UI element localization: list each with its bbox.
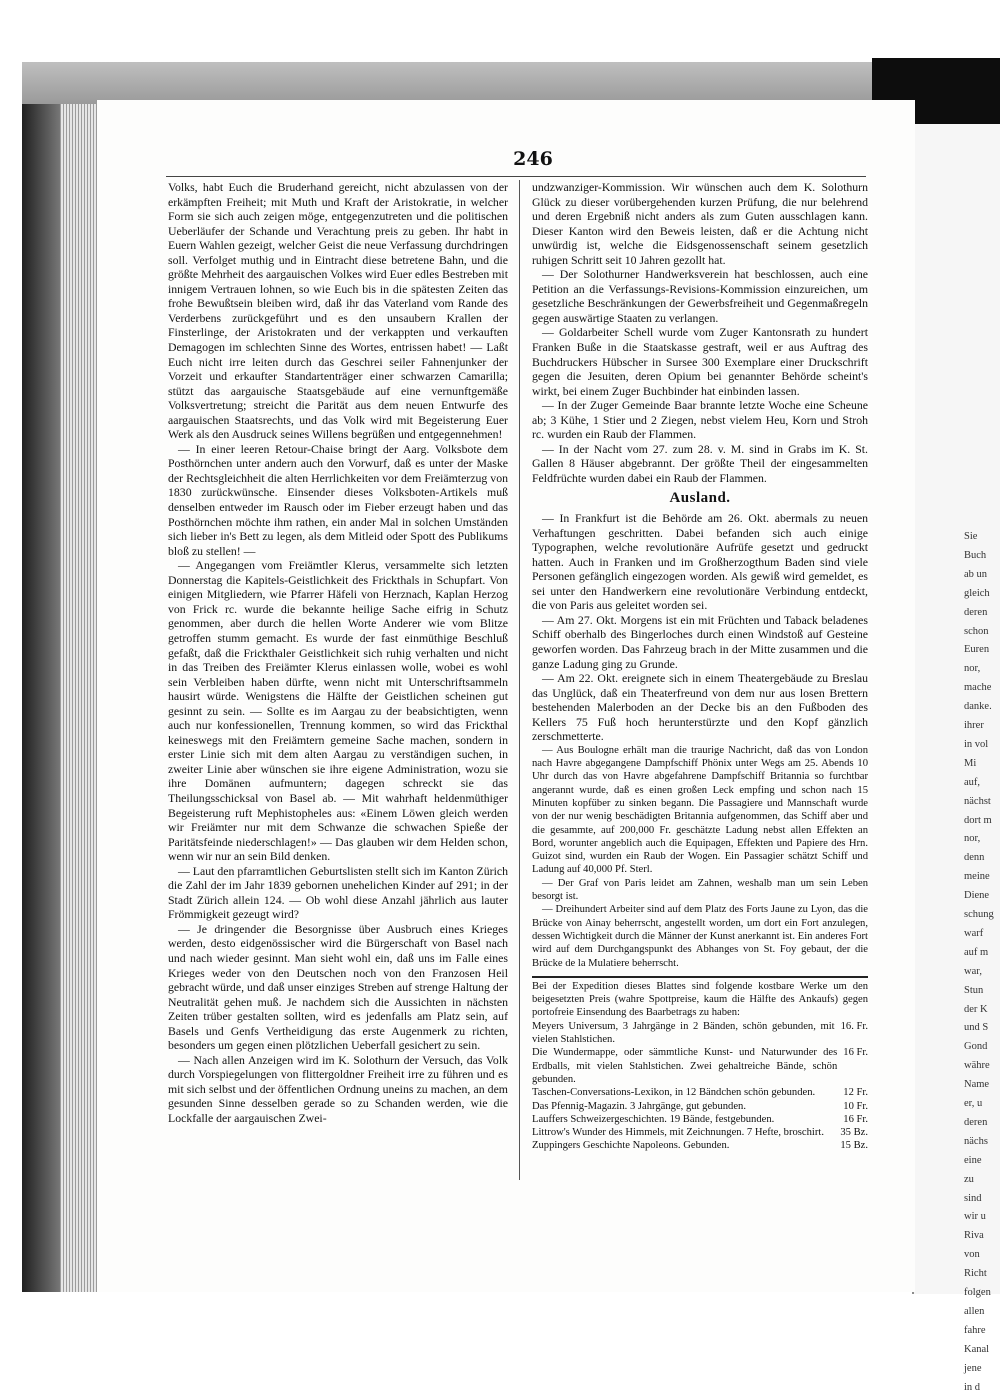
book-item [532, 1086, 868, 1099]
facing-page-fragment: ab un [964, 566, 987, 585]
small-print-paragraph: — Dreihundert Arbeiter sind auf dem Platz des Forts Jaune zu Lyon, das die Brücke von Ainay beherrscht, angestellt worden, um dort ein Fort anzulegen, dessen Wichtigkeit durch die Männer der Kunst anerkannt ist. Ein anderes Fort wird auf dem Durchgangspunkt des Abhanges von St. Foy gebaut, der die Brücke de la Mulatiere beherrscht. [532, 903, 868, 969]
book-title: Littrow's Wunder des Himmels, mit Zeichnungen. 7 Hefte, broschirt. [532, 1126, 840, 1139]
book-price: 12 Fr. [843, 1086, 868, 1099]
book-title: Meyers Universum, 3 Jahrgänge in 2 Bänden, schön gebunden, mit vielen Stahlstichen. [532, 1020, 841, 1047]
small-print-paragraph: — Der Graf von Paris leidet am Zahnen, weshalb man um sein Leben besorgt ist. [532, 877, 868, 904]
facing-page-fragment: Kanal [964, 1341, 989, 1360]
facing-page-fragment: währe [964, 1057, 990, 1076]
right-column [532, 180, 868, 1180]
article-paragraph: — In der Zuger Gemeinde Baar brannte letzte Woche eine Scheune ab; 3 Kühe, 1 Stier und 2 Ziegen, nebst vielem Heu, Korn und Stroh rc. wurden ein Raub der Flammen. [532, 398, 868, 442]
book-item [532, 1139, 868, 1152]
book-price: 10 Fr. [843, 1100, 868, 1113]
article-paragraph: — Laut den pfarramtlichen Geburtslisten stellt sich im Kanton Zürich die Zahl der im Jahr 1839 gebornen unehelichen Kinder auf 291; in der Stadt Zürich allein 124. — Ob wohl diese Anzahl jährlich aus lauter Frömmigkeit gezeugt wird? [168, 864, 508, 922]
facing-page-fragment: Riva [964, 1227, 984, 1246]
facing-page-fragment: sind [964, 1190, 982, 1209]
book-price: 16. Fr. [841, 1020, 868, 1047]
book-title: Zuppingers Geschichte Napoleons. Gebunden. [532, 1139, 840, 1152]
facing-page-fragment: Sie [964, 528, 977, 547]
book-title: Das Pfennig-Magazin. 3 Jahrgänge, gut gebunden. [532, 1100, 843, 1113]
article-paragraph: — Je dringender die Besorgnisse über Ausbruch eines Krieges werden, desto eidgenössischer wird die Bürgerschaft von Basel nach und nach wieder gesinnt. Man sieht wohl ein, daß uns im Falle eines Krieges weder von den Deutschen noch von den Franzosen Heil gebracht würde, und daß unser einziges Streben auf strenge Haltung der Neutralität gehen muß. Je nachdem sich die Aussichten in nächsten Zeiten trüber gestalten sollten, wird es jedenfalls am Platz sein, auf Basels und Genfs Vertheidigung das erste Augenmerk zu richten, besonders um gegen einen plötzlichen Ueberfall gesichert zu sein. [168, 922, 508, 1053]
facing-page-fragment: Name [964, 1076, 989, 1095]
facing-page-fragment: deren [964, 1114, 987, 1133]
facing-page-fragment: schon [964, 623, 989, 642]
facing-page-fragment: Euren [964, 641, 989, 660]
book-item [532, 1113, 868, 1126]
book-title: Taschen-Conversations-Lexikon, in 12 Bändchen schön gebunden. [532, 1086, 843, 1099]
article-paragraph: — Der Solothurner Handwerksverein hat beschlossen, auch eine Petition an die Verfassungs-Revisions-Kommission einzureichen, um gesetzliche Beschränkungen der Gewerbsfreiheit und Gegenmaßregeln gegen auswärtige Staaten zu verlangen. [532, 267, 868, 325]
facing-page-fragment: eine [964, 1152, 982, 1171]
facing-page-fragment: nächs [964, 1133, 988, 1152]
book-title: Die Wundermappe, oder sämmtliche Kunst- und Naturwunder des Erdballs, mit vielen Stahlstichen. Zwei gehaltreiche Bände, schön gebunden. [532, 1046, 843, 1086]
facing-page-fragment: ihrer [964, 717, 984, 736]
facing-page-fragment: fahre [964, 1322, 986, 1341]
book-price: 35 Bz. [840, 1126, 868, 1139]
left-column [168, 180, 508, 1180]
book-item [532, 1020, 868, 1047]
facing-page-fragment: folgen [964, 1284, 991, 1303]
facing-page-fragment: denn [964, 849, 984, 868]
article-paragraph: undzwanziger-Kommission. Wir wünschen auch dem K. Solothurn Glück zu dieser vorübergehenden kurzen Prüfung, die nur belehrend und deren Ergebniß nicht anders als zum Guten ausschlagen kann. Dieser Kanton wird den Beweis leisten, daß er die Achtung nicht unwürdig ist, welche die Eidsgenossenschaft seinem gesetzlich ruhigen Schritt seit 10 Jahren gezollt hat. [532, 180, 868, 267]
page-stack-edges [60, 104, 100, 1292]
facing-page-fragment: dort m [964, 812, 992, 831]
facing-page-fragment: war, [964, 963, 982, 982]
article-paragraph: — Goldarbeiter Schell wurde vom Zuger Kantonsrath zu hundert Franken Buße in die Staatskasse gestraft, weil er aus Auftrag des Buchdruckers Hübscher in Sursee 300 Exemplare einer Druckschrift gegen die Jesuiten, deren Opium bei genannter Behörde scheint's wirkt, bei einem Zuger Buchbinder hat einbinden lassen. [532, 325, 868, 398]
facing-page-fragment: jene [964, 1360, 982, 1379]
facing-page-fragment: von [964, 1246, 980, 1265]
small-print-paragraph: — Aus Boulogne erhält man die traurige Nachricht, daß das von London nach Havre abgegangene Dampfschiff Phönix unter Wegs am 25. Abends 10 Uhr durch das von Havre abgefahrene Dampfschiff Britannia so furchtbar angerannt wurde, daß es einen großen Leck empfing und schon nach 15 Minuten kopfüber zu sinken begann. Die Passagiere und Mannschaft wurde von der nur wenig beschädigten Britannia aufgenommen, das Schiff aber und die gesammte, auf 200,000 Fr. geschätzte Ladung nebst allen Effekten an Bord, worunter angeblich auch die Equipagen, Effekten und Papiere des Hrn. Guizot sind, wurden ein Raub der Wogen. Ein Passagier schätzt Schiff und Ladung auf 40,000 Pf. Sterl. [532, 744, 868, 877]
facing-page-fragment: der K [964, 1001, 988, 1020]
header-rule [166, 176, 866, 177]
facing-page-fragment: Gond [964, 1038, 987, 1057]
facing-page-fragment: auf m [964, 944, 988, 963]
facing-page-fragment: mache [964, 679, 991, 698]
facing-page-fragment: Richt [964, 1265, 987, 1284]
facing-page-fragment: nächst [964, 793, 991, 812]
facing-page-fragment: in d [964, 1379, 980, 1397]
article-paragraph: — In einer leeren Retour-Chaise bringt der Aarg. Volksbote dem Posthörnchen unter andern auch den Vorwurf, daß es unter der Maske der Rechtsgleichheit die alten Herrlichkeiten vor dem Freiämterzug von 1830 zurückwünsche. Einsender dieses Volksboten-Artikels muß denselben entweder im Rausch oder im Fieber erzeugt haben und das Posthörnchen möchte ihm rathen, ein ander Mal in solchen Umständen sich lieber in's Bett zu legen, als dem Mitleid oder Spott des Publikums bloß zu stellen! — [168, 442, 508, 558]
facing-page-fragment: Diene [964, 887, 989, 906]
book-price: 16 Fr. [843, 1113, 868, 1126]
book-item [532, 1046, 868, 1086]
book-item [532, 1126, 868, 1139]
book-price: 16 Fr. [843, 1046, 868, 1086]
facing-page-fragment: schung [964, 906, 994, 925]
facing-page-fragment: und S [964, 1019, 988, 1038]
column-divider [519, 180, 520, 1180]
facing-page-fragment: deren [964, 604, 987, 623]
facing-page-fragment: wir u [964, 1208, 986, 1227]
facing-page-fragment: allen [964, 1303, 984, 1322]
book-list [532, 1020, 868, 1153]
facing-page-fragment: in vol [964, 736, 988, 755]
book-item [532, 1100, 868, 1113]
article-paragraph: — Nach allen Anzeigen wird im K. Solothurn der Versuch, das Volk durch Vorspiegelungen von flittergoldner Freiheit irre zu führen und es mit sich selbst und der öffentlichen Ordnung uneins zu machen, an dem gesunden Sinne desselben gerade so zu Schanden werden, wie die Lockfalle der aargauischen Zwei- [168, 1053, 508, 1126]
book-title: Lauffers Schweizergeschichten. 19 Bände, festgebunden. [532, 1113, 843, 1126]
facing-page-fragment: gleich [964, 585, 990, 604]
article-paragraph: — Angegangen vom Freiämtler Klerus, versammelte sich letzten Donnerstag die Kapitels-Geistlichkeit des Frickthals in Schupfart. Von einigen Mitgliedern, wie Pfarrer Häfeli von Herznach, Kaplan Herzog von Frick rc. wurde die bekannte heilige Sache eifrig in Schutz genommen, aber durch die hellen Worte Anderer wie vom Blitze getroffen stumm gemacht. Es wurde der fast einmüthige Beschluß gefaßt, daß die Frickthaler Geistlichkeit sich ruhig verhalten und nicht in das Treiben des Freiämter Klerus einlassen wolle, wobei es wohl sein Verbleiben haben dürfte, wenn nicht mit Unterschriftsammeln hausirt würde. Wenigstens die Hälfte der Geistlichen scheinen gut gesinnt zu sein. — Sollte es im Aargau zu der beabsichtigten, wenn auch nur konfessionellen, Trennung kommen, so wird das Frickthal keineswegs mit den Freiämtern gemeine Sache machen, sondern in erster Linie sich mit dem alten Aargau zu verständigen suchen, in zweiter Linie aber wünschen sie ihre eigene Administration, wozu sie ihre Domänen aufmuntern; dagegen schreckt sie das Theilungsschicksal von Basel ab. — Mit wahrhaft heldenmüthiger Begeisterung ruft Mephistopheles aus: «Einem Löwen gleich werden wir Freiämter nur mit dem Schwanze die schwachen Spieße der Paritätsfeinde niederschlagen!» — Das glauben wir dem Helden schon, wenn wir nur an sein Bild denken. [168, 558, 508, 863]
article-paragraph: — In der Nacht vom 27. zum 28. v. M. sind in Grabs im K. St. Gallen 8 Häuser abgebrannt. Der größte Theil der eingesammelten Feldfrüchte wurden dabei ein Raub der Flammen. [532, 442, 868, 486]
article-paragraph: Volks, habt Euch die Bruderhand gereicht, nicht abzulassen von der erkämpften Freiheit; mit Muth und Kraft der Aristokratie, in welcher Form sie sich auch zeigen möge, entgegenzutreten und die politischen Ueberläufer der Schande und Verachtung preis zu geben. Ihr habt in Euern Wahlen gezeigt, welcher Geist die neue Verfassung durchdringen soll. Verfolget muthig und in Eintracht diese betretene Bahn, und die größte Mehrheit des aargauischen Volkes wird Euer edles Bestreben mit innigem Vertrauen lohnen, so wie Euch bis in die spätesten Zeiten das frohe Bewußtsein bleiben wird, daß ihr das Vaterland vom Rande des Verderbens zurückgeführt und es den unsaubern Krallen der Finsterlinge, der Aristokraten und der verkappten und verkauften Demagogen im schlechten Sinne des Wortes, entrissen habet! — Laßt Euch nicht irre leiten durch das Geschrei seiler Fahnenjunker der Vorzeit und erkaufter Standartenträger einer schwarzen Camarilla; stützt das aargauische Staatsgebäude auf eine vernunftgemäße Volksvertretung; streicht die Parität aus dem neuen Entwurfe des aargauischen Staatsrechts, und das Volk wird mit Begeisterung Euer Werk als den Ausdruck seines Willens begrüßen und entgegennehmen! [168, 180, 508, 442]
facing-page-fragment: Buch [964, 547, 986, 566]
facing-page-fragment: warf [964, 925, 983, 944]
book-price: 15 Bz. [840, 1139, 868, 1152]
facing-page-fragment: Stun [964, 982, 983, 1001]
article-paragraph: — In Frankfurt ist die Behörde am 26. Okt. abermals zu neuen Verhaftungen geschritten. Dabei befanden sich auch einige Typographen, welche revolutionäre Aufrüfe gesetzt und gedruckt hatten. Auch in Franken und im Großherzogthum Baden sind viele Personen gefänglich eingezogen worden. Als gewiß wird gemeldet, es sei unter den Handwerkern eine revolutionäre Verbindung entdeckt, die von Paris aus geleitet worden sei. [532, 511, 868, 613]
scan-top-edge [22, 62, 872, 104]
article-paragraph: — Am 22. Okt. ereignete sich in einem Theatergebäude zu Breslau das Unglück, daß ein Theaterfreund von dem nur aus losen Brettern bestehenden Malerboden an der Decke bis an den Fußboden des Kellers 75 Fuß hoch herunterstürzte und den Kopf gänzlich zerschmetterte. [532, 671, 868, 744]
facing-page-fragment: nor, [964, 830, 980, 849]
facing-page-fragment: danke. [964, 698, 992, 717]
facing-page-fragment: er, u [964, 1095, 982, 1114]
page-number: 246 [508, 148, 558, 170]
facing-page-fragment: Mi [964, 755, 976, 774]
section-title-ausland: Ausland. [532, 491, 868, 506]
facing-page-fragment: meine [964, 868, 990, 887]
facing-page-fragment: zu [964, 1171, 974, 1190]
book-advertisement [532, 976, 868, 1153]
book-advertisement-intro: Bei der Expedition dieses Blattes sind folgende kostbare Werke um den beigesetzten Preis (wahre Spottpreise, kaum die Hälfte des Ankaufs) gegen portofreie Einsendung des Baarbetrags zu haben: [532, 980, 868, 1020]
article-paragraph: — Am 27. Okt. Morgens ist ein mit Früchten und Taback beladenes Schiff oberhalb des Bingerloches durch einen Windstoß auf Gesteine geworfen worden. Das Fahrzeug brach in der Mitte zusammen und die ganze Ladung ging zu Grunde. [532, 613, 868, 671]
facing-page-fragment: auf, [964, 774, 980, 793]
facing-page-fragment: nor, [964, 660, 980, 679]
